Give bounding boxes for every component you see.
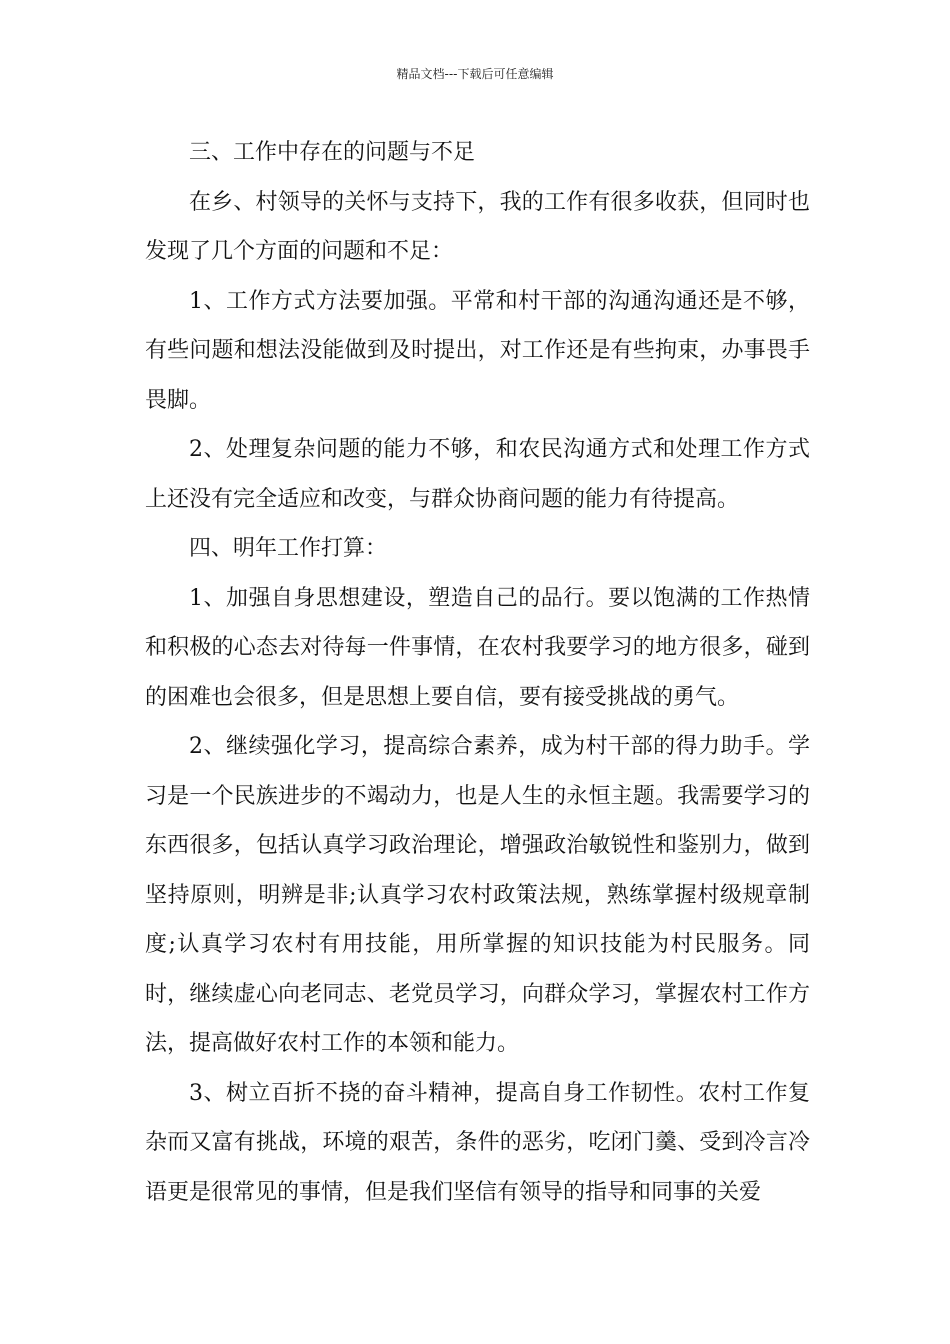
paragraph-plan-1: 1、加强自身思想建设，塑造自己的品行。要以饱满的工作热情和积极的心态去对待每一件事情，在农村我要学习的地方很多，碰到的困难也会很多，但是思想上要自信，要有接受挑战的勇气。: [145, 585, 810, 710]
paragraph-plan-2: 2、继续强化学习，提高综合素养，成为村干部的得力助手。学习是一个民族进步的不竭动力，也是人生的永恒主题。我需要学习的东西很多，包括认真学习政治理论，增强政治敏锐性和鉴别力，做到坚持原则，明辨是非;认真学习农村政策法规，熟练掌握村级规章制度;认真学习农村有用技能，用所掌握的知识技能为村民服务。同时，继续虚心向老同志、老党员学习，向群众学习，掌握农村工作方法，提高做好农村工作的本领和能力。: [145, 734, 810, 1056]
page-header: 精品文档---下载后可任意编辑: [396, 67, 554, 81]
paragraph-intro-problems: 在乡、村领导的关怀与支持下，我的工作有很多收获，但同时也发现了几个方面的问题和不足：: [145, 189, 810, 264]
paragraph-problem-1: 1、工作方式方法要加强。平常和村干部的沟通沟通还是不够，有些问题和想法没能做到及时提出，对工作还是有些拘束，办事畏手畏脚。: [145, 288, 810, 413]
section-heading-problems: 三、工作中存在的问题与不足: [189, 140, 476, 165]
paragraph-plan-3: 3、树立百折不挠的奋斗精神，提高自身工作韧性。农村工作复杂而又富有挑战，环境的艰苦，条件的恶劣，吃闭门羹、受到冷言冷语更是很常见的事情，但是我们坚信有领导的指导和同事的关爱: [145, 1080, 810, 1205]
document-body: [145, 128, 810, 1217]
paragraph-problem-2: 2、处理复杂问题的能力不够，和农民沟通方式和处理工作方式上还没有完全适应和改变，与群众协商问题的能力有待提高。: [145, 437, 810, 512]
section-heading-plans: 四、明年工作打算：: [189, 536, 388, 561]
